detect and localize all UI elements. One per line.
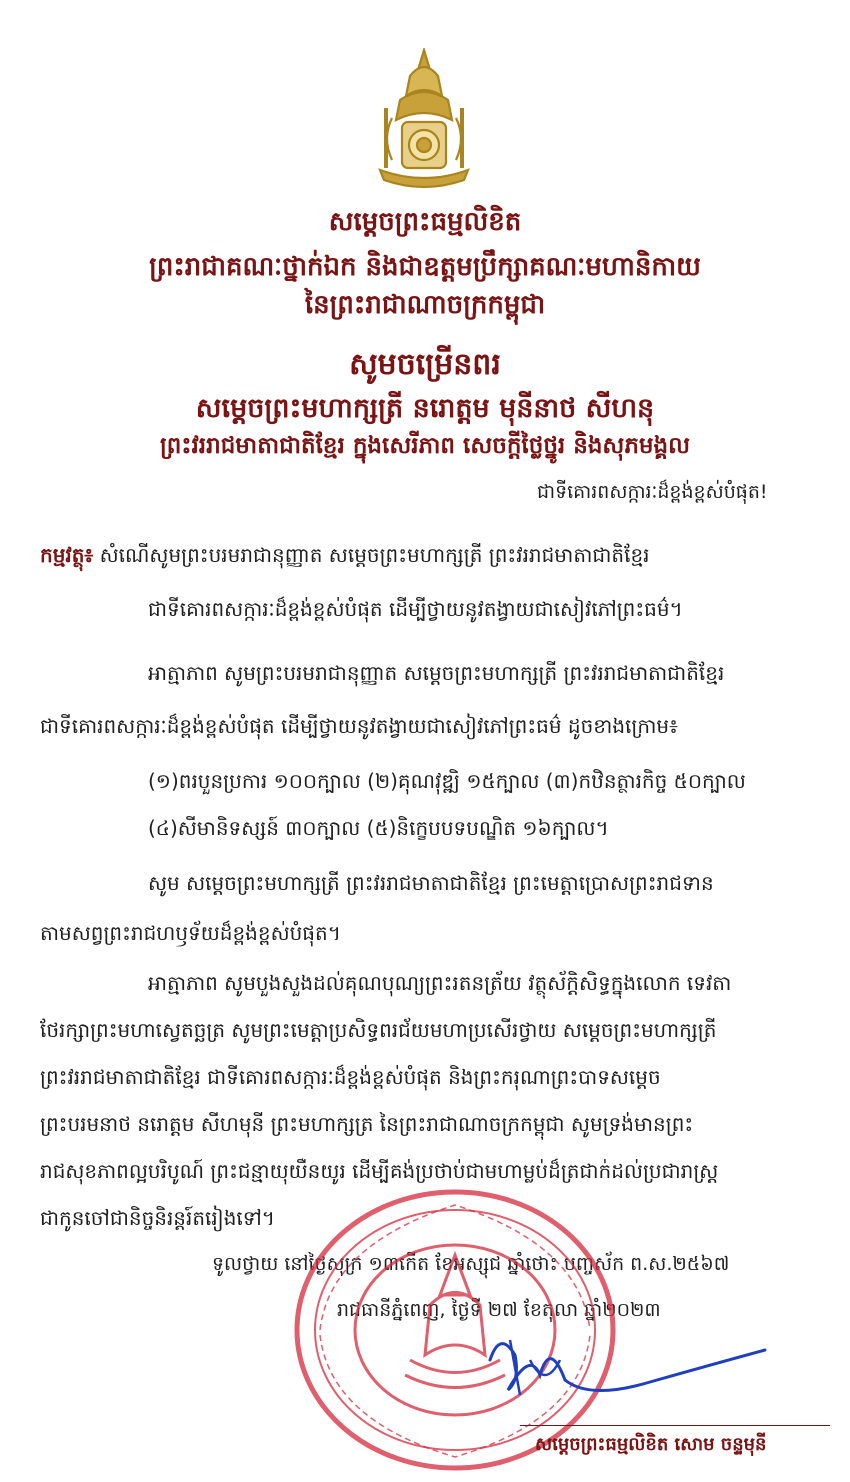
signature-underline	[520, 1425, 830, 1426]
books-list-line-2: (៤)សីមានិទស្សន៍ ៣០ក្បាល (៥)និក្ខេបបទបណ្ឌិត ១៦ក្បាល។	[148, 816, 609, 840]
signer-name: សម្តេចព្រះធម្មលិខិត សោម ចន្ទមុនី	[535, 1434, 767, 1455]
paragraph-3-line-2: ថែរក្សាព្រះមហាស្វេតច្ឆត្រ សូមព្រះមេត្តាប្រសិទ្ធពរជ័យមហាប្រសើរថ្វាយ សម្តេចព្រះមហាក្សត្រី	[40, 1018, 717, 1042]
paragraph-3-line-3: ព្រះវររាជមាតាជាតិខ្មែរ ជាទីគោរពសក្ការៈដ៏ខ្ពង់ខ្ពស់បំផុត និងព្រះករុណាព្រះបាទសម្តេច	[40, 1065, 661, 1089]
subject-text-1: សំណើសូមព្រះបរមរាជានុញ្ញាត សម្តេចព្រះមហាក្សត្រី ព្រះវររាជមាតាជាតិខ្មែរ	[99, 543, 650, 567]
recipient-title: ព្រះវររាជមាតាជាតិខ្មែរ ក្នុងសេរីភាព សេចក្តីថ្លៃថ្នូរ និងសុភមង្គល	[159, 433, 691, 459]
paragraph-3-line-1: អាត្មាភាព សូមបួងសួងដល់គុណបុណ្យព្រះរតនត្រ័យ វត្ថុស័ក្តិសិទ្ធក្នុងលោក ទេវតា	[148, 971, 732, 995]
issuer-kingdom: នៃព្រះរាជាណាចក្រកម្ពុជា	[304, 290, 546, 320]
paragraph-3-line-5: រាជសុខភាពល្អបរិបូណ៍ ព្រះជន្មាយុយឺនយូរ ដើម្បីគង់ប្រថាប់ជាមហាម្លប់ដ៏ត្រជាក់ដល់ប្រជារាស្ត្រ	[40, 1159, 719, 1183]
paragraph-3-line-6: ជាកូនចៅជានិច្ចនិរន្តរ៍តរៀងទៅ។	[40, 1206, 275, 1230]
honorific-line: ជាទីគោរពសក្ការៈដ៏ខ្ពង់ខ្ពស់បំផុត!	[537, 481, 768, 503]
paragraph-2-line-2: តាមសព្វព្រះរាជហឫទ័យដ៏ខ្ពង់ខ្ពស់បំផុត។	[40, 921, 341, 945]
paragraph-1-line-2: ជាទីគោរពសក្ការៈដ៏ខ្ពង់ខ្ពស់បំផុត ដើម្បីថ្វាយនូវតង្វាយជាសៀវភៅព្រះធម៌ ដូចខាងក្រោម៖	[40, 714, 678, 738]
paragraph-1-line-1: អាត្មាភាព សូមព្រះបរមរាជានុញ្ញាត សម្តេចព្រះមហាក្សត្រី ព្រះវររាជមាតាជាតិខ្មែរ	[148, 661, 725, 685]
subject-label: កម្មវត្ថុ៖	[40, 543, 94, 567]
issuer-subtitle: ព្រះរាជាគណៈថ្នាក់ឯក និងជាឧត្តមប្រឹក្សាគណៈមហានិកាយ	[149, 252, 701, 282]
lunar-date-line: ទូលថ្វាយ នៅថ្ងៃសុក្រ ១៣កើត ខែអស្សុជ ឆ្នាំថោះ បញ្ចស័ក ព.ស.២៥៦៧	[212, 1253, 730, 1275]
royal-emblem-icon	[372, 48, 476, 198]
issuer-title: សម្តេចព្រះធម្មលិខិត	[328, 207, 522, 237]
solar-date-line: រាជធានីភ្នំពេញ, ថ្ងៃទី ២៧ ខែតុលា ឆ្នាំ២០២៣	[337, 1299, 661, 1321]
handwritten-signature-icon	[470, 1320, 770, 1420]
books-list-line-1: (១)ពរបួនប្រការ ១០០ក្បាល (២)គុណវុឌ្ឍិ ១៥ក្បាល (៣)កឋិនត្ថារកិច្ច ៥០ក្បាល	[148, 769, 746, 793]
recipient-name: សម្តេចព្រះមហាក្សត្រី នរោត្តម មុនីនាថ សីហនុ	[195, 393, 655, 424]
subject-line	[40, 542, 650, 572]
greeting-title: សូមចម្រើនពរ	[349, 347, 501, 382]
subject-text-2: ជាទីគោរពសក្ការៈដ៏ខ្ពង់ខ្ពស់បំផុត ដើម្បីថ្វាយនូវតង្វាយជាសៀវភៅព្រះធម៌។	[148, 597, 683, 621]
paragraph-3-line-4: ព្រះបរមនាថ នរោត្តម សីហមុនី ព្រះមហាក្សត្រ នៃព្រះរាជាណាចក្រកម្ពុជា សូមទ្រង់មានព្រះ	[40, 1112, 694, 1136]
paragraph-2-line-1: សូម សម្តេចព្រះមហាក្សត្រី ព្រះវររាជមាតាជាតិខ្មែរ ព្រះមេត្តាប្រោសព្រះរាជទាន	[148, 871, 714, 895]
